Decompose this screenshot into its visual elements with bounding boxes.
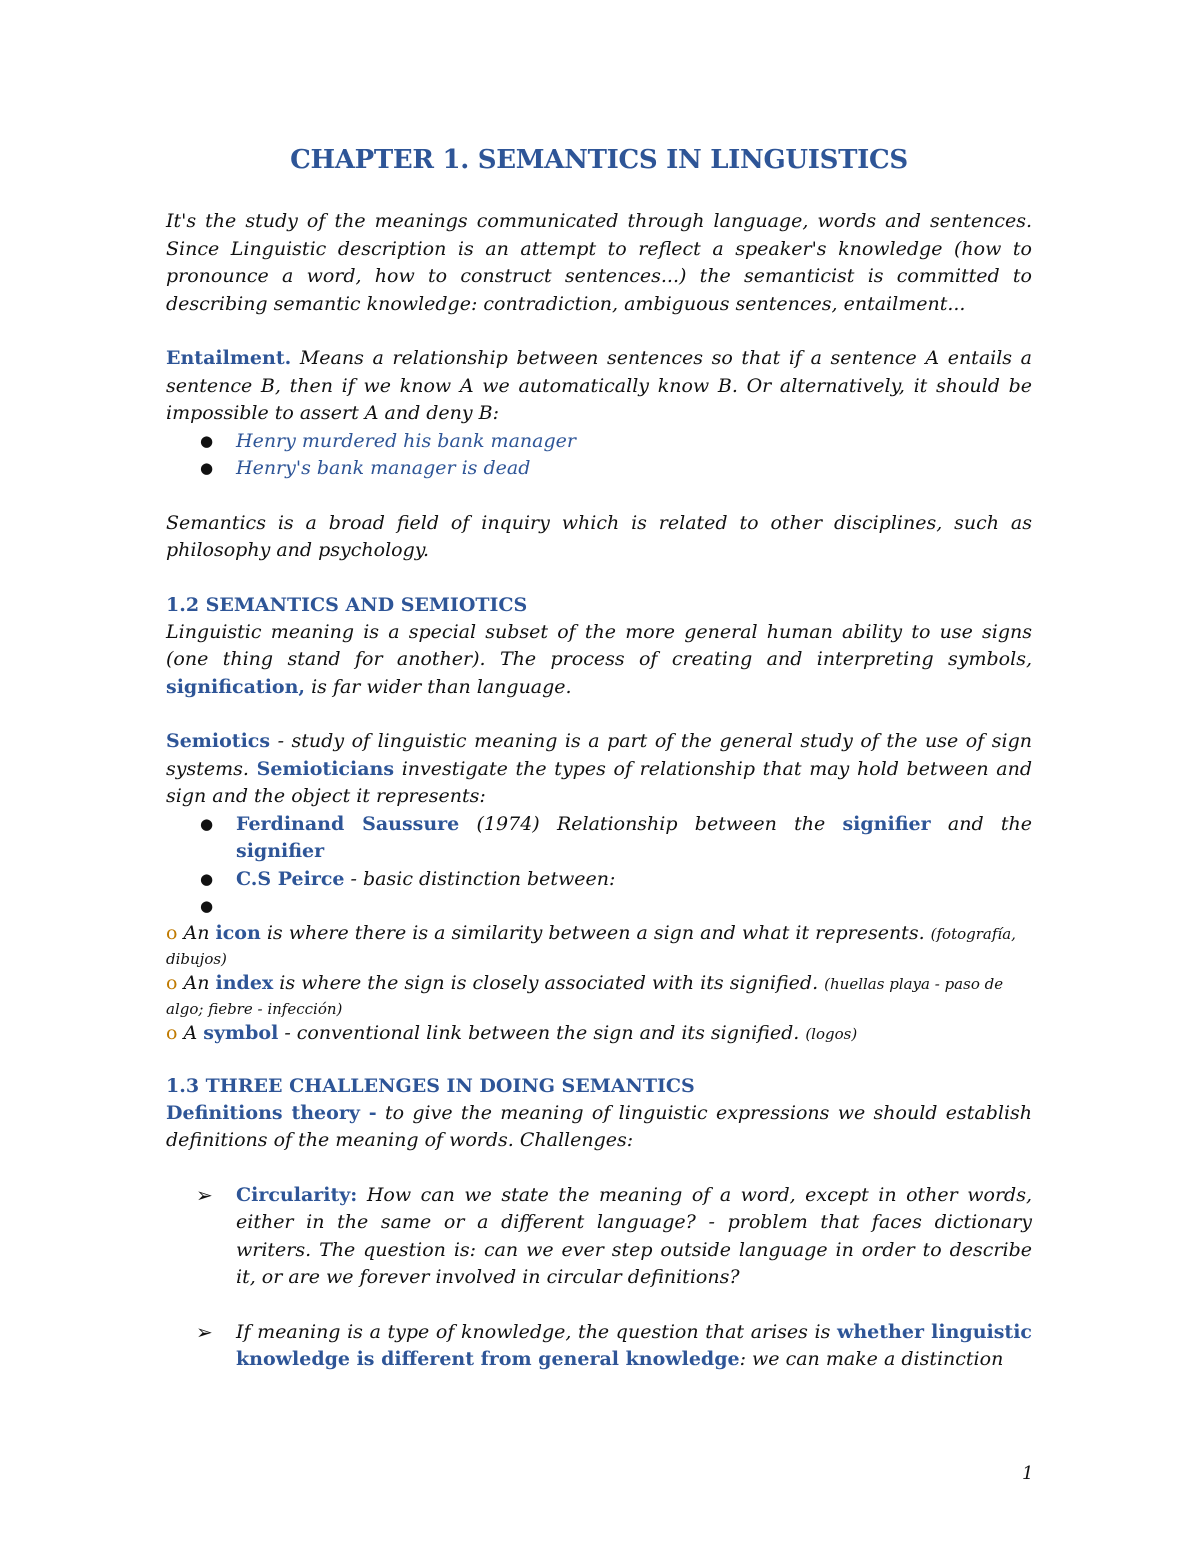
- broad-field-paragraph: Semantics is a broad field of inquiry which is related to other disciplines, such as philosophy and psychology.: [166, 511, 1032, 561]
- entailment-definition: Means a relationship between sentences so that if a sentence A entails a sentence B, then if we know A we automatically know B. Or alternatively, it should be impossible to assert A and deny B:: [166, 347, 1032, 424]
- intro-paragraph: It's the study of the meanings communicated through language, words and sentences. Since Linguistic description is an attempt to reflect a speaker's knowledge (how to pronounce a word, how to construct sentences...) the semanticist is committed to describing semantic knowledge: contradiction, ambiguous sentences, entailment...: [166, 210, 1032, 315]
- semiotics-intro-paragraph: Linguistic meaning is a special subset of the more general human ability to use signs (one thing stand for another). The process of creating and interpreting symbols, signification, is far wider than language.: [166, 620, 1032, 698]
- definitions-paragraph: Definitions theory - to give the meaning of linguistic expressions we should establish definitions of the meaning of words. Challenges:: [166, 1101, 1033, 1151]
- challenges-list-2: [166, 1319, 1032, 1374]
- bullet-icon: ●: [200, 869, 214, 888]
- semioticians-term: Semioticians: [256, 757, 395, 780]
- list-item: ➢ If meaning is a type of knowledge, the question that arises is whether linguistic knowledge is different from general knowledge: we can make a distinction: [196, 1319, 1032, 1370]
- list-item: ● Henry's bank manager is dead: [166, 455, 1032, 483]
- sub-item-symbol: o A symbol - conventional link between the sign and its signified. (logos): [166, 1021, 858, 1044]
- bullet-icon: ●: [200, 431, 214, 450]
- sub-item-icon: o An icon is where there is a similarity between a sign and what it represents. (fotografía, dibujos): [166, 921, 1016, 968]
- signification-term: signification,: [166, 675, 306, 698]
- semiotics-paragraph: Semiotics - study of linguistic meaning is a part of the general study of the use of sign systems. Semioticians investigate the types of relationship that may hold between and sign and the object it represents:: [166, 730, 1032, 807]
- entailment-term: Entailment.: [166, 347, 292, 369]
- circle-bullet-icon: o: [166, 921, 178, 944]
- list-item: ● Henry murdered his bank manager: [166, 428, 1032, 456]
- circle-bullet-icon: o: [166, 971, 178, 994]
- list-item: [166, 893, 1032, 921]
- list-item: ● C.S Peirce - basic distinction between:: [166, 866, 1032, 894]
- sub-item-index: o An index is where the sign is closely associated with its signified. (huellas playa - paso de algo; fiebre - infección): [166, 971, 1004, 1018]
- semiotics-list: [166, 811, 1032, 921]
- entailment-examples: [166, 428, 1032, 483]
- challenges-list: [166, 1182, 1032, 1292]
- page-number: 1: [1022, 1463, 1034, 1484]
- semiotics-term: Semiotics: [166, 730, 271, 752]
- arrow-bullet-icon: ➢: [196, 1319, 213, 1344]
- list-item: ● Ferdinand Saussure (1974) Relationship between the signifier and the signifier: [200, 812, 1032, 862]
- section-heading-1-3: 1.3 THREE CHALLENGES IN DOING SEMANTICS: [166, 1074, 695, 1097]
- circle-bullet-icon: o: [166, 1021, 178, 1044]
- bullet-icon: ●: [200, 459, 214, 477]
- page-content: [166, 142, 1032, 1374]
- arrow-bullet-icon: ➢: [196, 1182, 213, 1207]
- bullet-icon: ●: [200, 814, 214, 833]
- section-heading-1-2: 1.2 SEMANTICS AND SEMIOTICS: [166, 593, 528, 616]
- definitions-term: Definitions theory -: [166, 1101, 377, 1124]
- entailment-paragraph: [166, 345, 1032, 428]
- bullet-icon: ●: [200, 897, 214, 915]
- page-title: CHAPTER 1. SEMANTICS IN LINGUISTICS: [290, 145, 908, 175]
- list-item: ➢ Circularity: How can we state the meaning of a word, except in other words, either in the same or a different language? - problem that faces dictionary writers. The question is: can we ever step outside language in order to describe it, or are we forever involved in circular definitions?: [196, 1182, 1032, 1288]
